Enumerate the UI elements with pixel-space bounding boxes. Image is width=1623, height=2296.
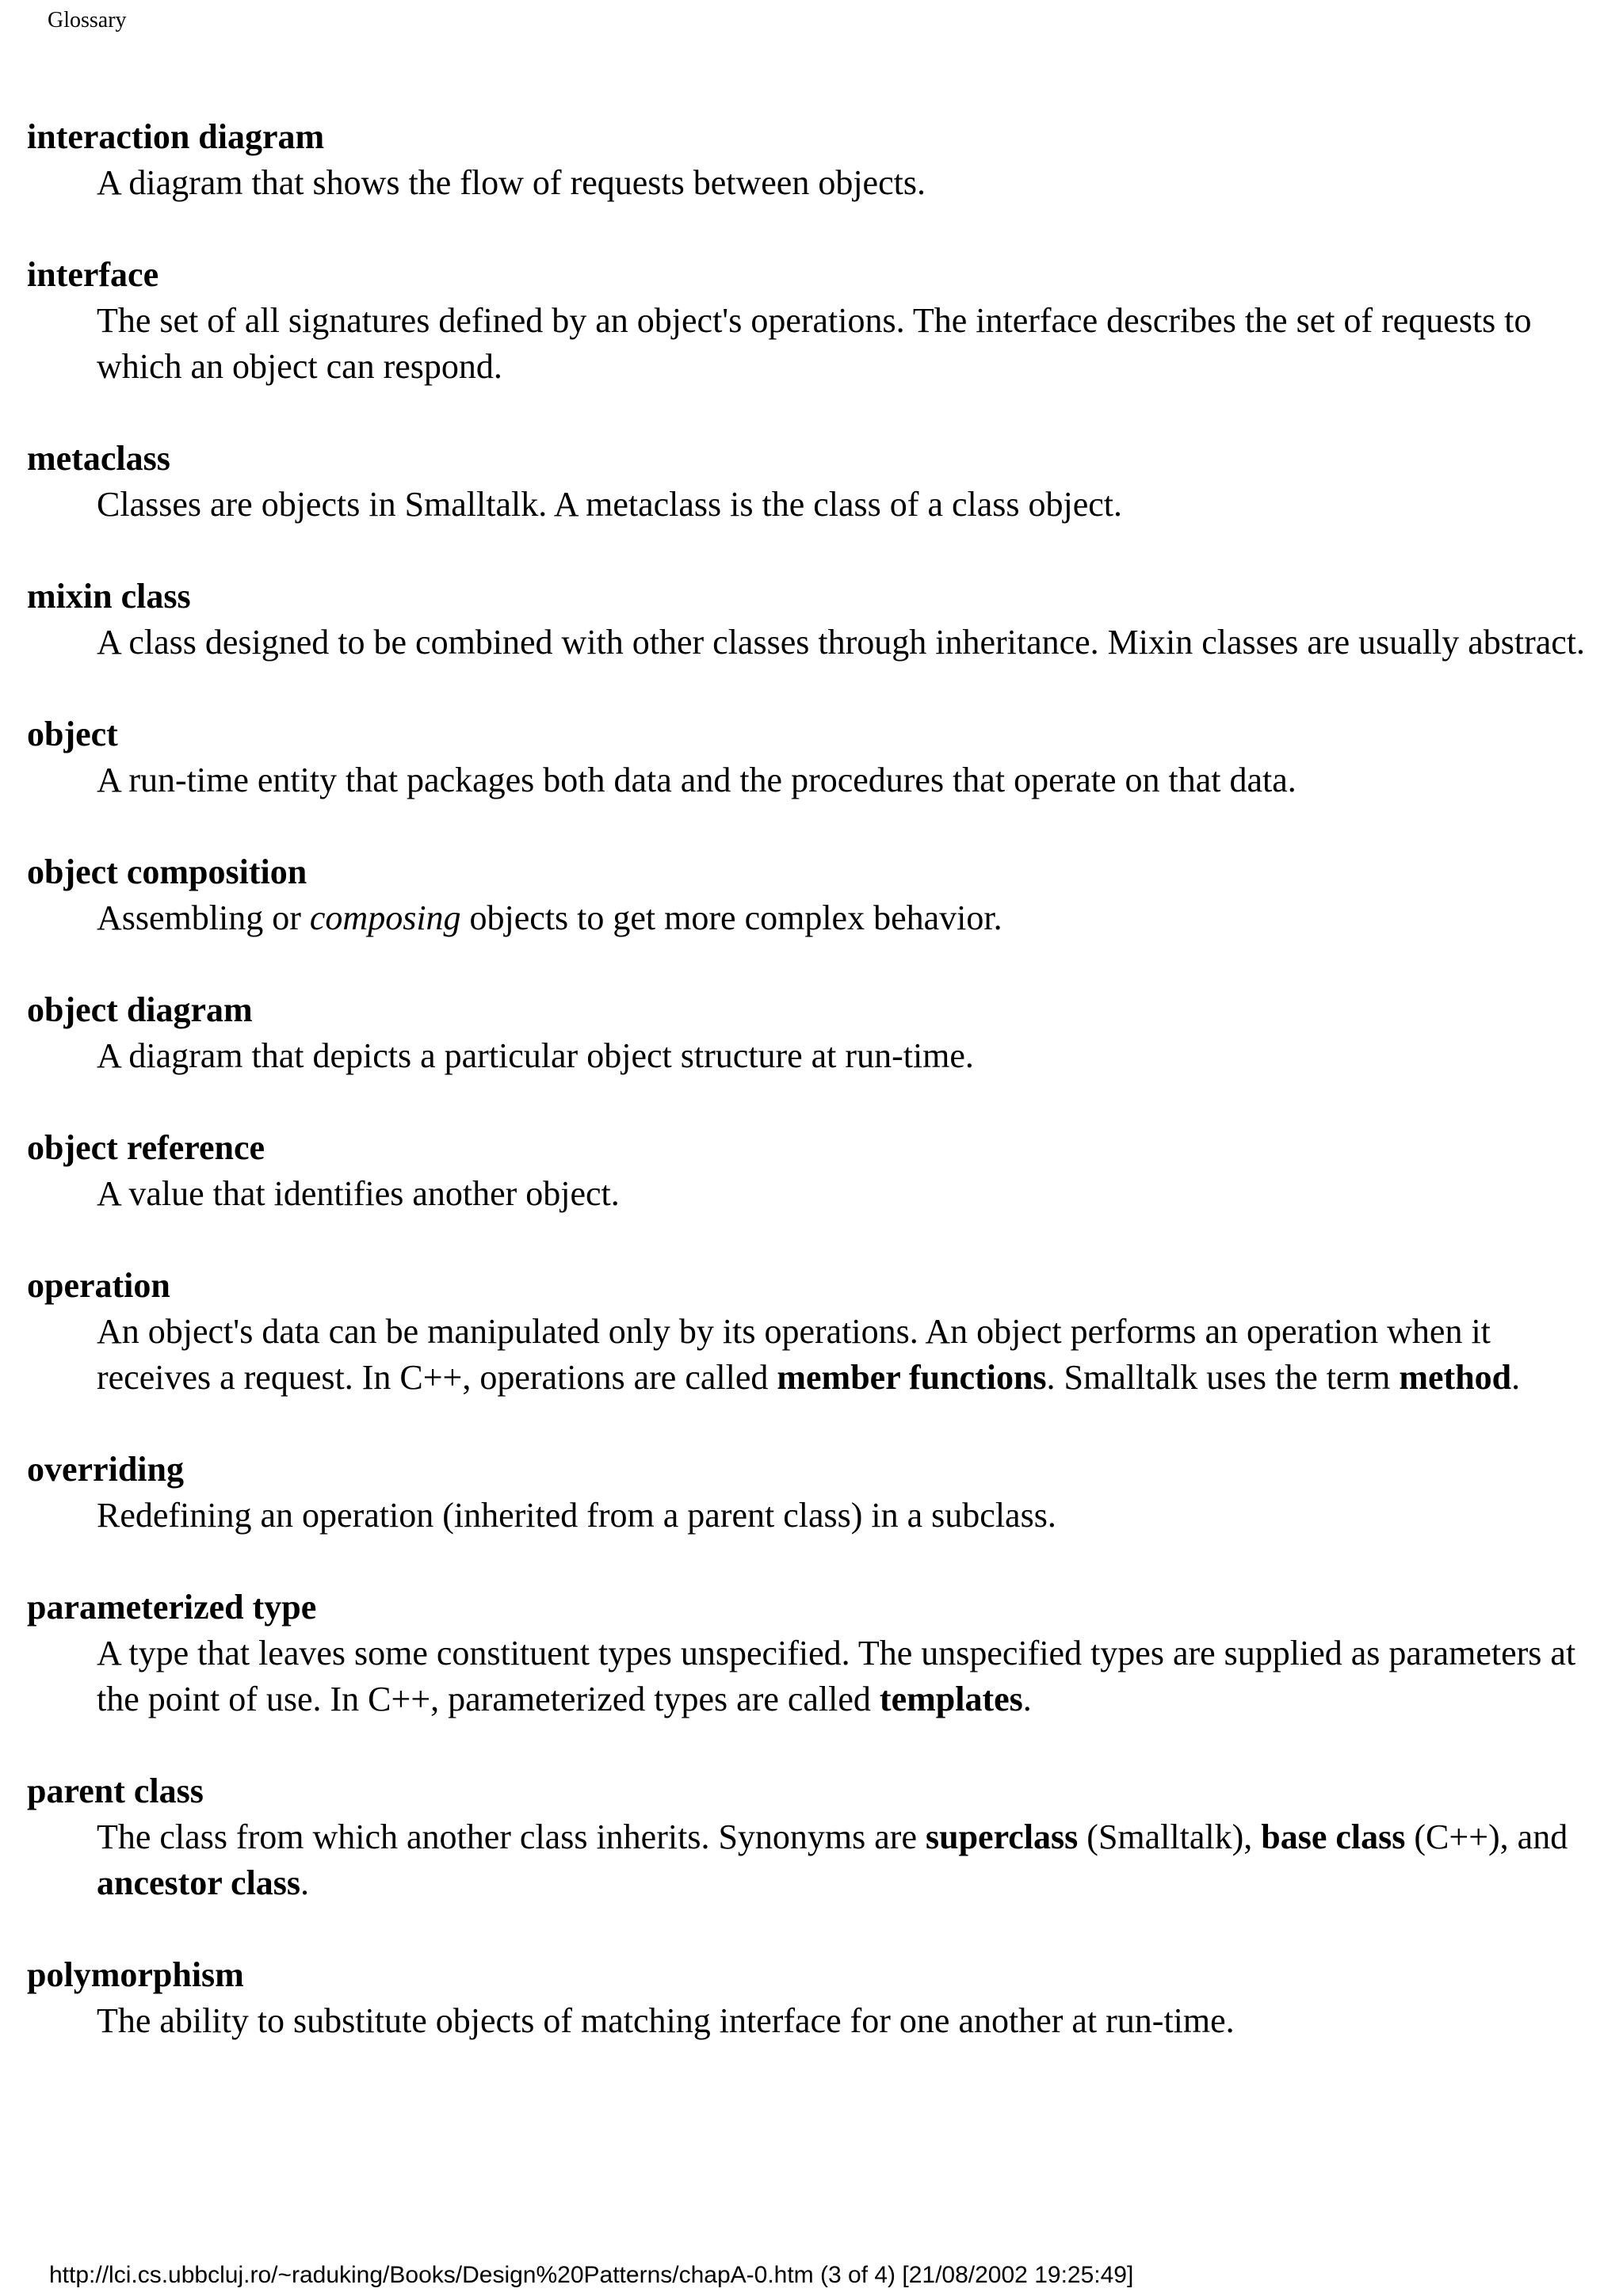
glossary-entry: [27, 114, 1604, 206]
glossary-term: object diagram: [27, 990, 253, 1029]
glossary-definition: [97, 1171, 1604, 1217]
glossary-definition-text: The ability to substitute objects of matching interface for one another at run-time.: [97, 2001, 1235, 2040]
glossary-definition-text: A run-time entity that packages both data and the procedures that operate on that data.: [97, 761, 1296, 799]
glossary-definition-text: The class from which another class inherits. Synonyms are: [97, 1817, 926, 1856]
glossary-definition-text: A type that leaves some constituent types unspecified. The unspecified types are supplied as parameters at the point of use. In C++, parameterized types are called: [97, 1634, 1576, 1718]
glossary-definition-text: Redefining an operation (inherited from a parent class) in a subclass.: [97, 1496, 1056, 1535]
glossary-entry: [27, 1585, 1604, 1722]
glossary-definition-text: objects to get more complex behavior.: [460, 898, 1002, 937]
glossary-definition-text: The set of all signatures defined by an object's operations. The interface describes the set of requests to which an object can respond.: [97, 301, 1532, 386]
glossary-entry: [27, 1768, 1604, 1906]
glossary-definition: [97, 482, 1604, 528]
glossary-definition-text: . Smalltalk uses the term: [1046, 1358, 1400, 1397]
glossary-definition: [97, 298, 1604, 390]
glossary-list: [27, 114, 1604, 2044]
glossary-definition-text: Classes are objects in Smalltalk. A metaclass is the class of a class object.: [97, 485, 1123, 524]
glossary-definition: [97, 1630, 1604, 1722]
glossary-definition-bold-term: superclass: [925, 1817, 1079, 1856]
glossary-definition-bold-term: base class: [1261, 1817, 1406, 1856]
glossary-entry: [27, 1263, 1604, 1401]
glossary-definition: [97, 160, 1604, 206]
glossary-term: object: [27, 715, 118, 753]
glossary-term: object composition: [27, 852, 307, 891]
glossary-term: object reference: [27, 1128, 265, 1167]
glossary-definition-text: (C++), and: [1405, 1817, 1568, 1856]
glossary-entry: [27, 252, 1604, 390]
glossary-definition: [97, 620, 1604, 666]
glossary-term: operation: [27, 1266, 170, 1305]
glossary-term: interface: [27, 255, 159, 294]
glossary-term: parameterized type: [27, 1588, 317, 1627]
glossary-definition-text: (Smalltalk),: [1078, 1817, 1262, 1856]
glossary-entry: [27, 987, 1604, 1079]
glossary-definition-text: .: [300, 1863, 310, 1902]
glossary-definition-bold-term: ancestor class: [97, 1863, 301, 1902]
glossary-term: interaction diagram: [27, 117, 325, 156]
glossary-entry: [27, 849, 1604, 941]
glossary-term: polymorphism: [27, 1955, 244, 1994]
glossary-definition: [97, 1814, 1604, 1906]
glossary-definition: [97, 1309, 1604, 1401]
glossary-definition-text: .: [1511, 1358, 1521, 1397]
glossary-definition: [97, 1033, 1604, 1079]
glossary-entry: [27, 436, 1604, 528]
page-footer-url: http://lci.cs.ubbcluj.ro/~raduking/Books/Design%20Patterns/chapA-0.htm (3 of 4) [21/08/2002 19:25:49]: [49, 2262, 1134, 2288]
glossary-definition: [97, 757, 1604, 803]
glossary-definition-emphasis: composing: [309, 898, 461, 937]
glossary-definition-text: .: [1022, 1680, 1032, 1718]
glossary-definition-text: A diagram that depicts a particular object structure at run-time.: [97, 1036, 974, 1075]
glossary-definition-bold-term: method: [1399, 1358, 1512, 1397]
glossary-definition-bold-term: member functions: [777, 1358, 1047, 1397]
glossary-term: parent class: [27, 1772, 204, 1810]
glossary-term: metaclass: [27, 439, 170, 478]
glossary-entry: [27, 1447, 1604, 1539]
glossary-entry: [27, 1952, 1604, 2044]
glossary-definition-text: A class designed to be combined with other classes through inheritance. Mixin classes are usually abstract.: [97, 623, 1586, 662]
glossary-entry: [27, 711, 1604, 803]
glossary-definition: [97, 1493, 1604, 1539]
glossary-entry: [27, 1125, 1604, 1217]
glossary-definition: [97, 1998, 1604, 2044]
glossary-entry: [27, 574, 1604, 666]
page-header: Glossary: [48, 8, 127, 32]
glossary-definition: [97, 895, 1604, 941]
glossary-definition-text: A value that identifies another object.: [97, 1174, 620, 1213]
glossary-definition-text: An object's data can be manipulated only by its operations. An object performs an operation when it receives a request. In C++, operations are called: [97, 1312, 1491, 1397]
glossary-definition-text: Assembling or: [97, 898, 310, 937]
glossary-definition-bold-term: templates: [879, 1680, 1023, 1718]
glossary-term: overriding: [27, 1450, 184, 1489]
glossary-definition-text: A diagram that shows the flow of requests between objects.: [97, 163, 926, 202]
glossary-term: mixin class: [27, 577, 191, 616]
